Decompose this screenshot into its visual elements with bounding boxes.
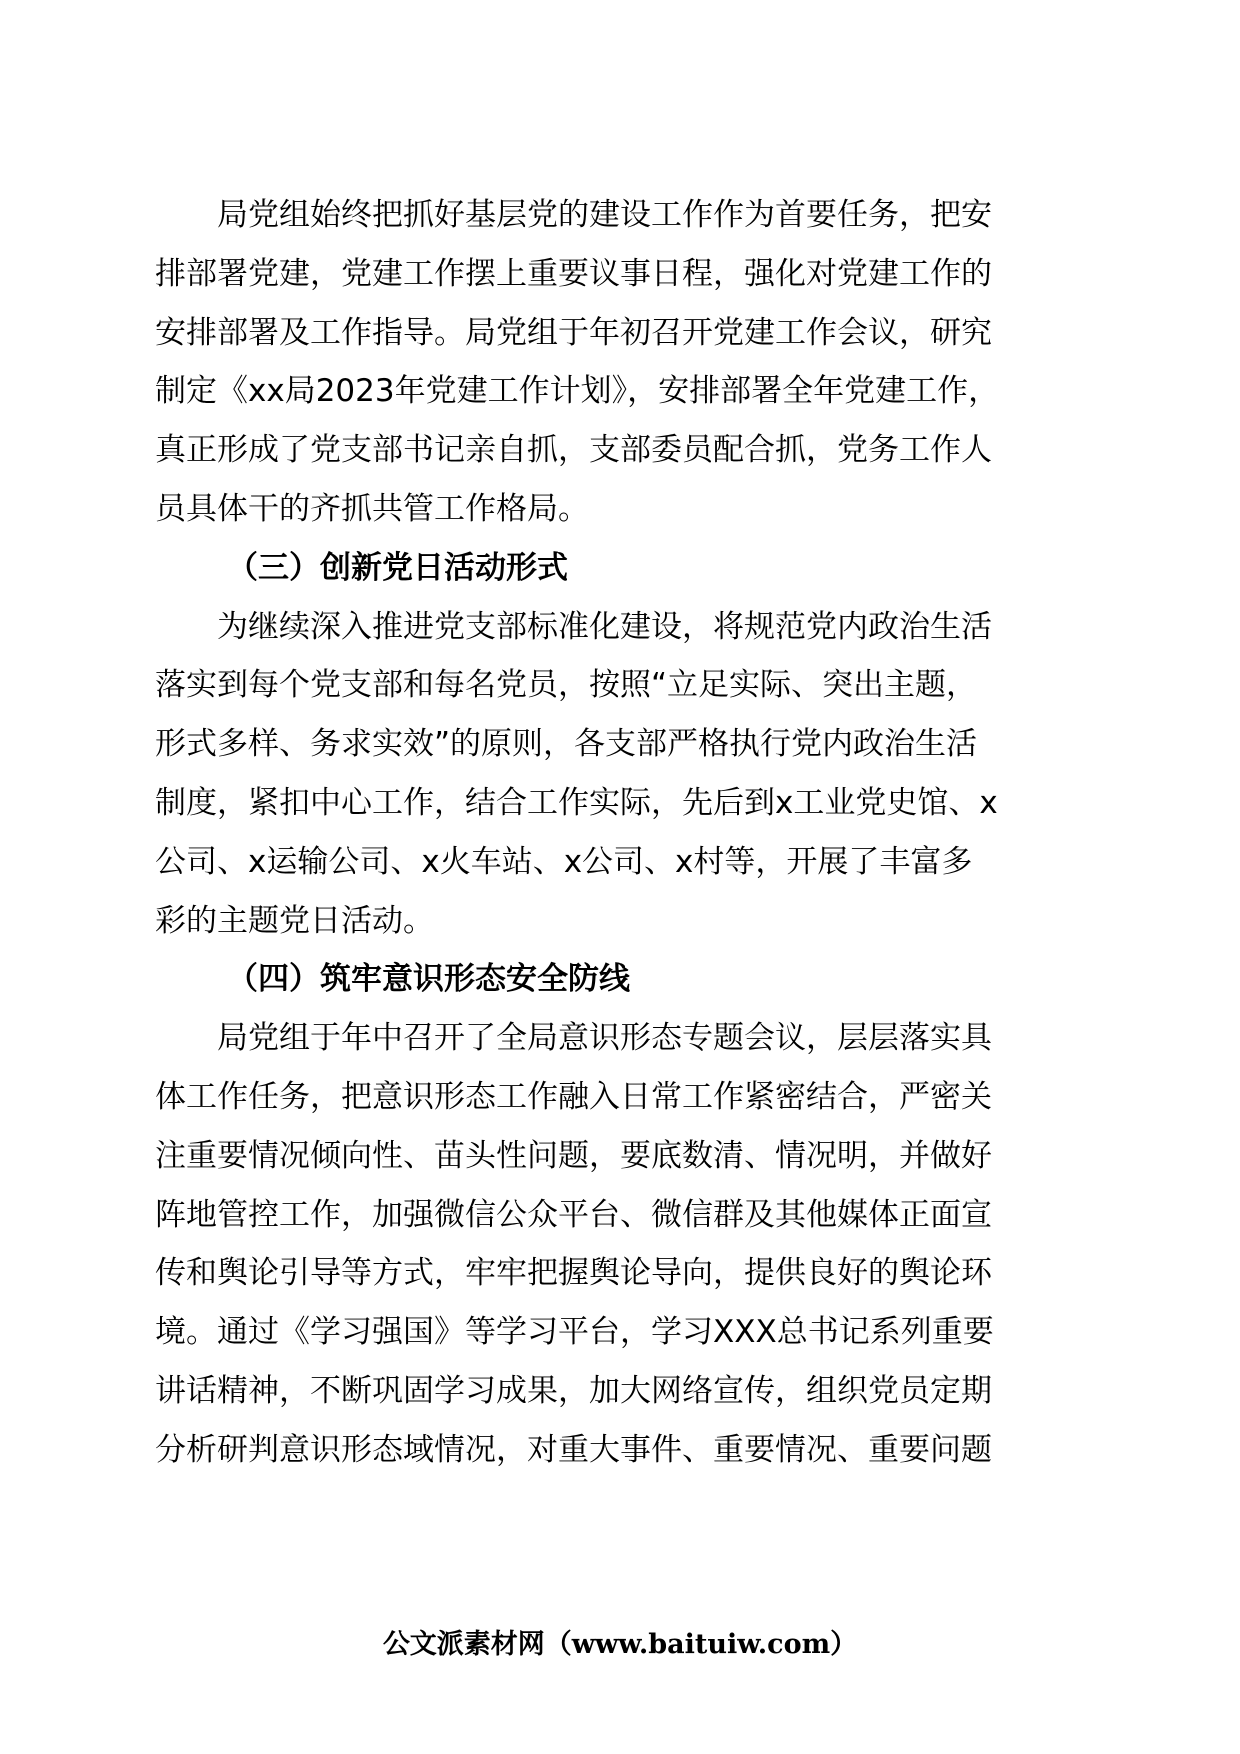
text-line: 局党组于年中召开了全局意识形态专题会议，层层落实具	[217, 1020, 992, 1057]
text-line: 制定《xx局2023年党建工作计划》，安排部署全年党建工作，	[155, 373, 1000, 410]
text-line: 讲话精神，不断巩固学习成果，加大网络宣传，组织党员定期	[155, 1372, 992, 1409]
paragraph-ideology	[155, 1009, 1095, 1479]
text-line: 阵地管控工作，加强微信公众平台、微信群及其他媒体正面宣	[155, 1196, 992, 1233]
text-line: 分析研判意识形态域情况，对重大事件、重要情况、重要问题	[155, 1431, 992, 1468]
document-body	[155, 186, 1095, 1480]
text-line: 境。通过《学习强国》等学习平台，学习XXX总书记系列重要	[155, 1314, 994, 1351]
text-line: 形式多样、务求实效”的原则，各支部严格执行党内政治生活	[155, 726, 978, 763]
footer-watermark: 公文派素材网（www.baituiw.com）	[382, 1629, 858, 1660]
text-line: 注重要情况倾向性、苗头性问题，要底数清、情况明，并做好	[155, 1137, 992, 1174]
text-line: 局党组始终把抓好基层党的建设工作作为首要任务，把安	[217, 197, 992, 233]
section-heading-3: （三）创新党日活动形式	[227, 549, 568, 586]
paragraph-party-building	[155, 186, 1095, 539]
text-line: 制度，紧扣中心工作，结合工作实际，先后到x工业党史馆、x	[155, 784, 998, 821]
text-line: 体工作任务，把意识形态工作融入日常工作紧密结合，严密关	[155, 1078, 992, 1115]
text-line: 落实到每个党支部和每名党员，按照“立足实际、突出主题，	[155, 667, 978, 704]
paragraph-party-day	[155, 598, 1095, 951]
text-line: 传和舆论引导等方式，牢牢把握舆论导向，提供良好的舆论环	[155, 1255, 992, 1292]
text-line: 排部署党建，党建工作摆上重要议事日程，强化对党建工作的	[155, 255, 992, 292]
text-line: 公司、x运输公司、x火车站、x公司、x村等，开展了丰富多	[155, 843, 973, 880]
text-line: 员具体干的齐抓共管工作格局。	[155, 490, 589, 527]
text-line: 安排部署及工作指导。局党组于年初召开党建工作会议，研究	[155, 314, 992, 351]
text-line: 为继续深入推进党支部标准化建设，将规范党内政治生活	[217, 608, 992, 645]
text-line: 彩的主题党日活动。	[155, 902, 434, 939]
section-heading-4: （四）筑牢意识形态安全防线	[227, 961, 630, 998]
text-line: 真正形成了党支部书记亲自抓，支部委员配合抓，党务工作人	[155, 432, 992, 469]
